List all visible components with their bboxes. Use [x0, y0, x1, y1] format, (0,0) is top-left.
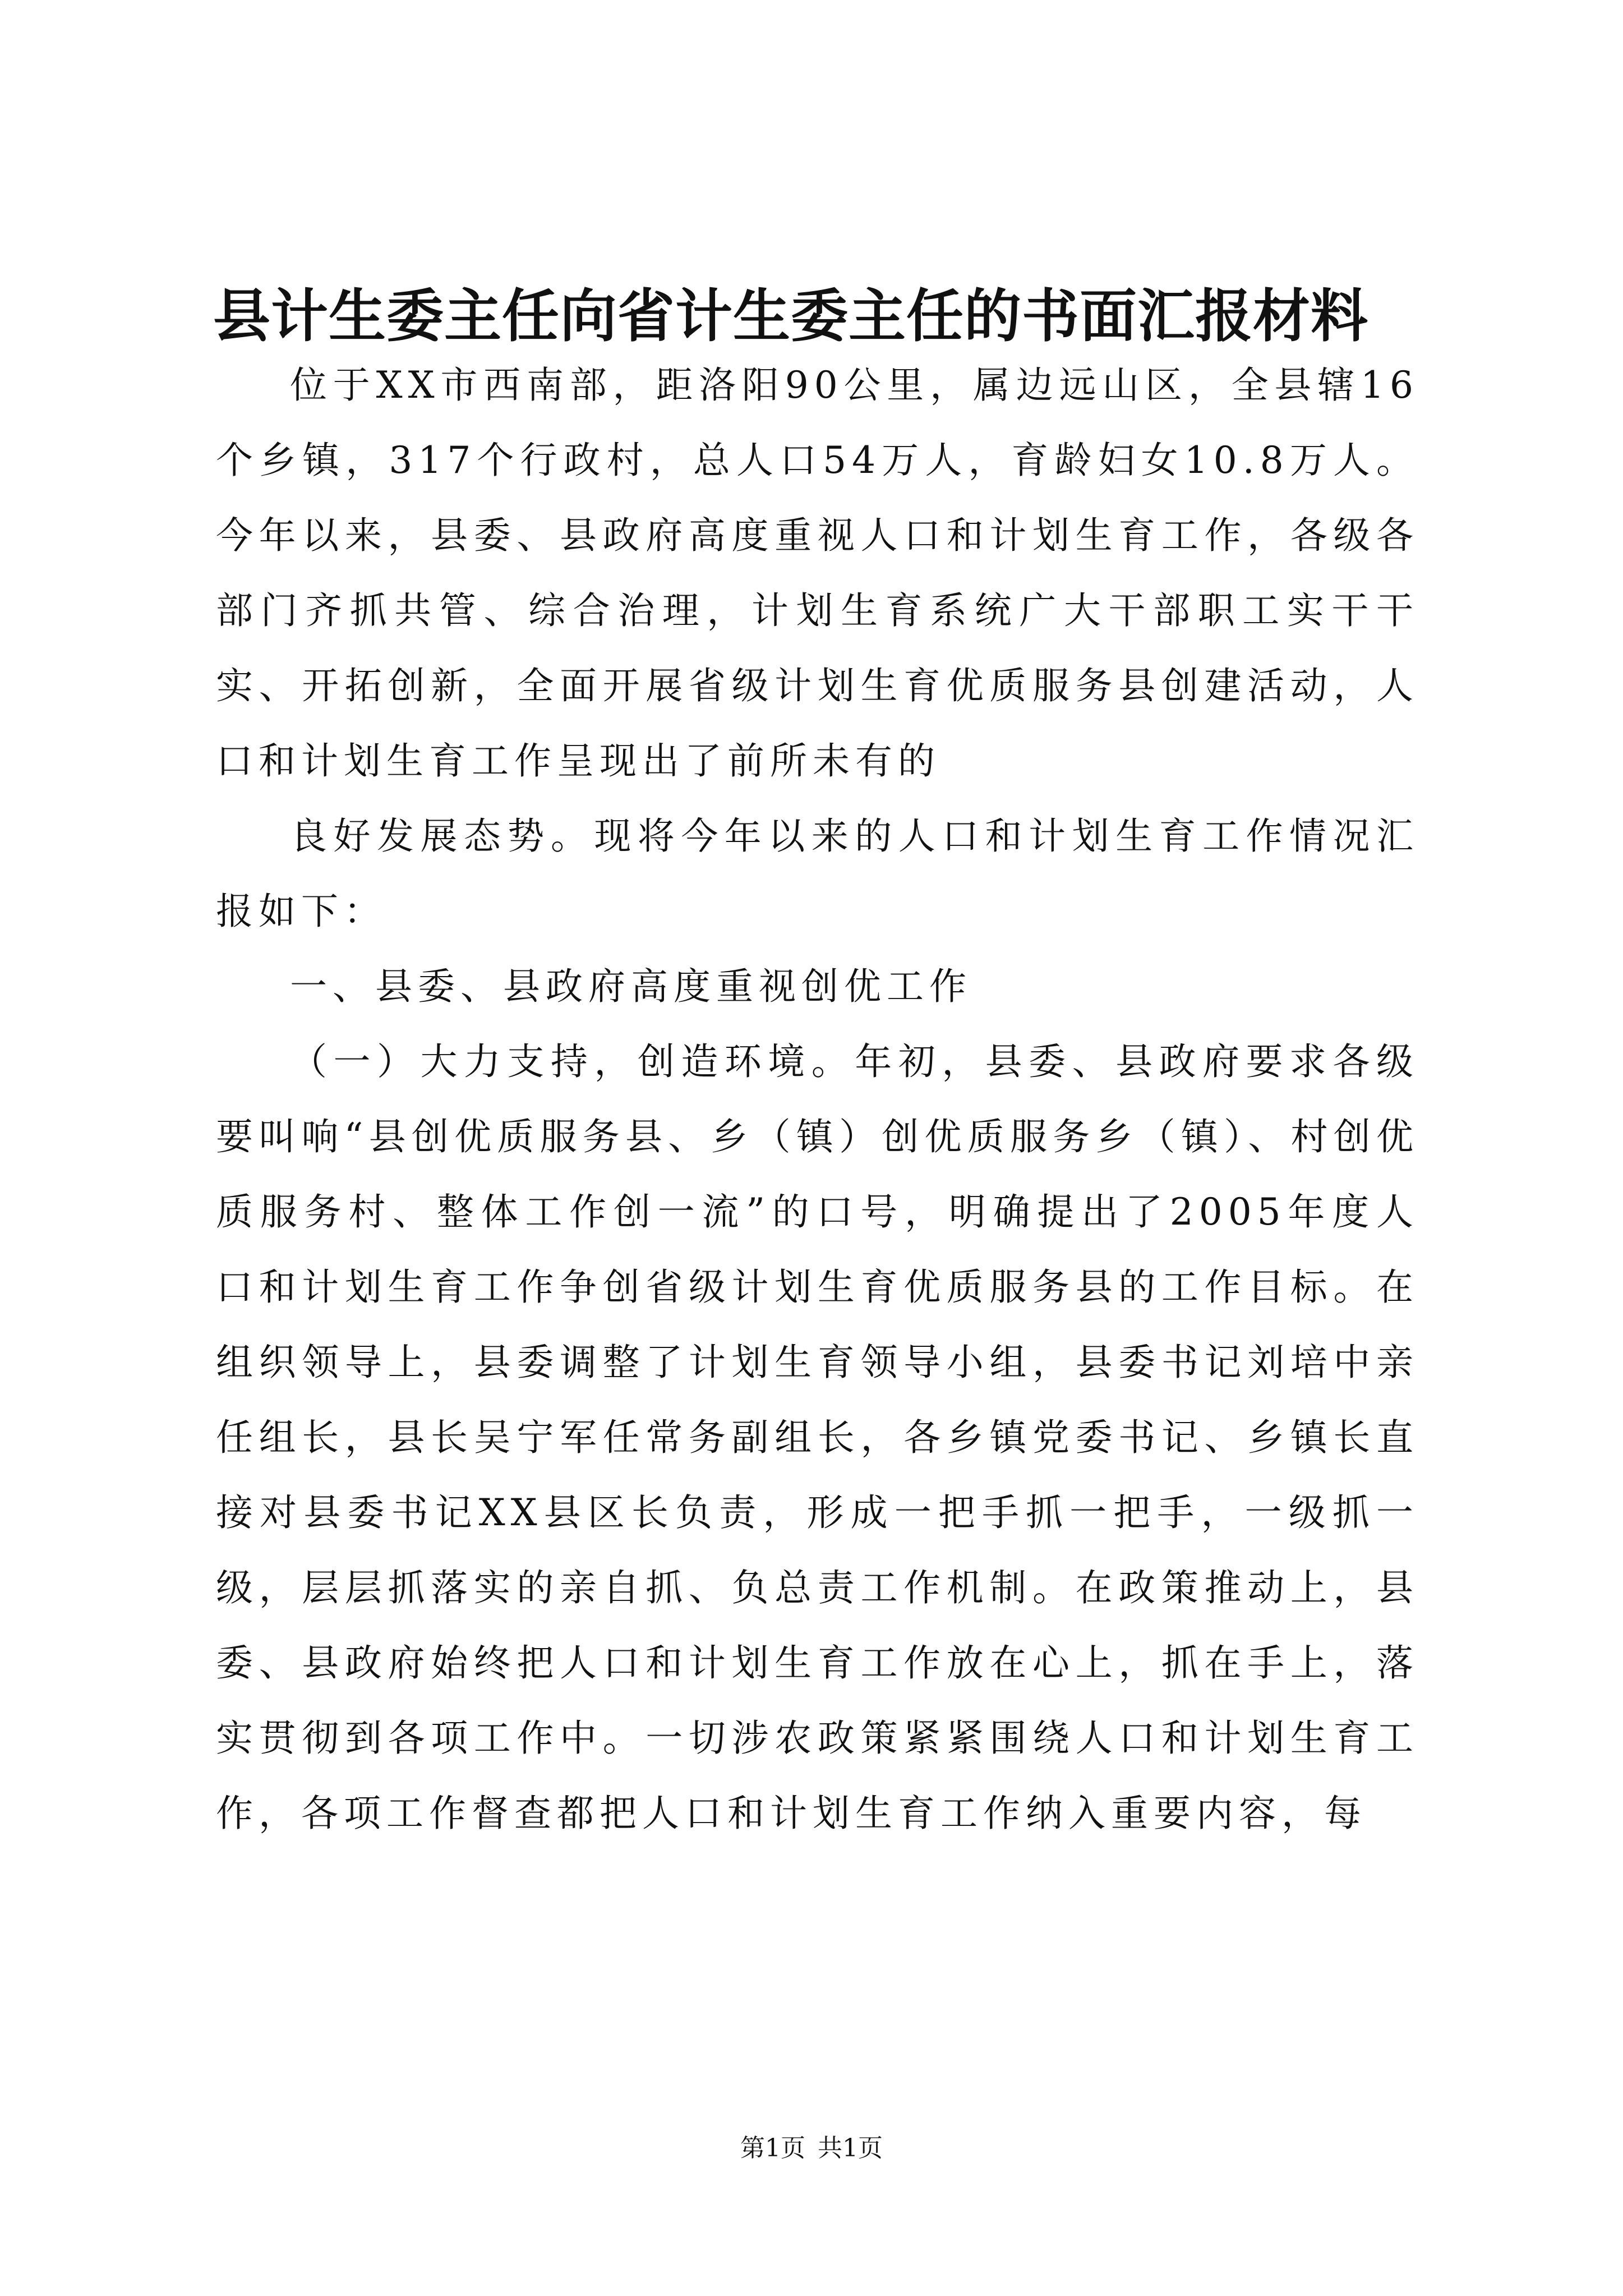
document-body: [216, 348, 1419, 1851]
section-heading: 一、县委、县政府高度重视创优工作: [290, 965, 972, 1008]
document-title: 县计生委主任向省计生委主任的书面汇报材料: [213, 283, 1368, 350]
paragraph: （一）大力支持，创造环境。年初，县委、县政府要求各级要叫响“县创优质服务县、乡（镇）创优质服务乡（镇）、村创优质服务村、整体工作创一流”的口号，明确提出了2005年度人口和计划生育工作争创省级计划生育优质服务县的工作目标。在组织领导上，县委调整了计划生育领导小组，县委书记刘培中亲任组长，县长吴宁军任常务副组长，各乡镇党委书记、乡镇长直接对县委书记XX县区长负责，形成一把手抓一把手，一级抓一级，层层抓落实的亲自抓、负总责工作机制。在政策推动上，县委、县政府始终把人口和计划生育工作放在心上，抓在手上，落实贯彻到各项工作中。一切涉农政策紧紧围绕人口和计划生育工作，各项工作督查都把人口和计划生育工作纳入重要内容，每: [216, 1040, 1419, 1835]
paragraph: 良好发展态势。现将今年以来的人口和计划生育工作情况汇报如下：: [216, 815, 1419, 933]
page-footer: [0, 2132, 1623, 2165]
paragraph: 位于XX市西南部，距洛阳90公里，属边远山区，全县辖16个乡镇，317个行政村，总人口54万人，育龄妇女10.8万人。今年以来，县委、县政府高度重视人口和计划生育工作，各级各部门齐抓共管、综合治理，计划生育系统广大干部职工实干干实、开拓创新，全面开展省级计划生育优质服务县创建活动，人口和计划生育工作呈现出了前所未有的: [216, 364, 1419, 783]
page-number: 第1页: [740, 2134, 805, 2162]
page-total: 共1页: [818, 2134, 883, 2162]
